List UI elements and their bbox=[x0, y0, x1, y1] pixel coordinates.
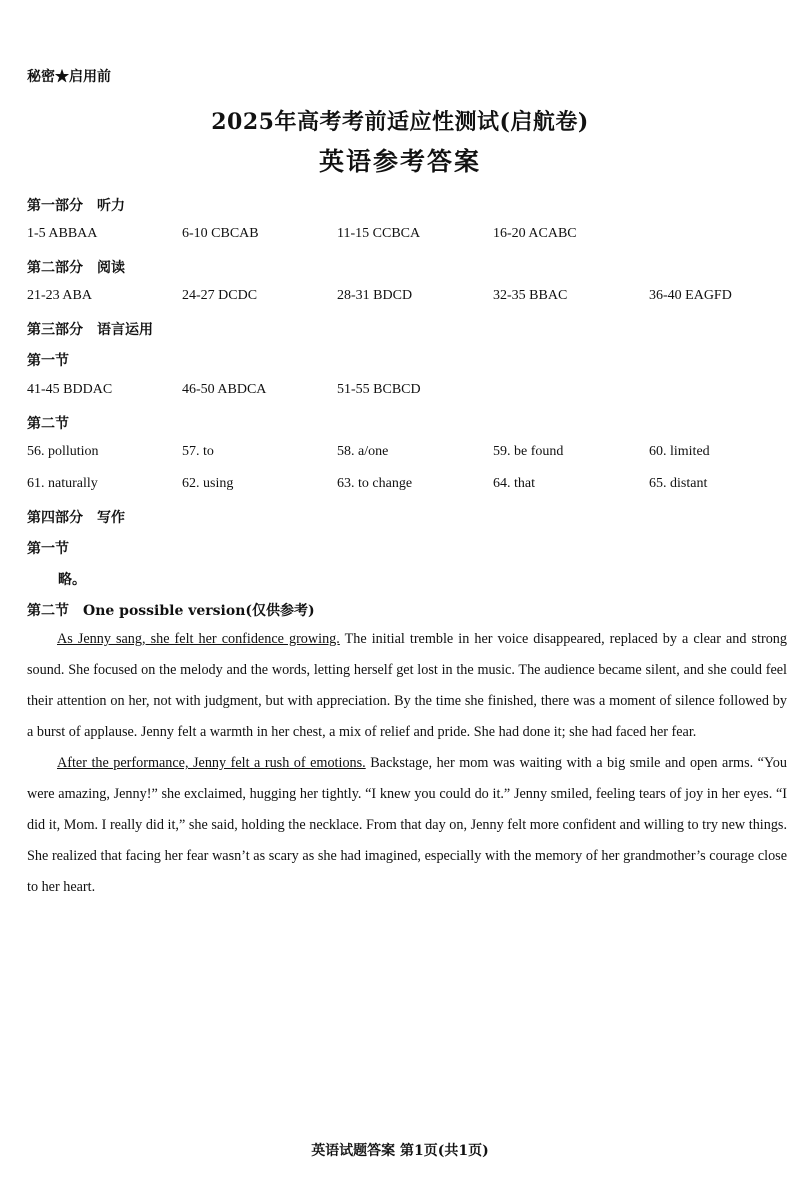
page-footer: 英语试题答案 第1页(共1页) bbox=[311, 1143, 489, 1159]
part4-topic: 写作 bbox=[97, 510, 125, 526]
paragraph-lead-sentence: After the performance, Jenny felt a rush of emotions. bbox=[57, 755, 366, 771]
part4-section2-label: 第二节 bbox=[27, 603, 69, 619]
paragraph-lead-sentence: As Jenny sang, she felt her confidence growing. bbox=[57, 631, 340, 647]
fill-answer: 56. pollution bbox=[27, 444, 99, 459]
fill-answer: 65. distant bbox=[649, 476, 708, 491]
essay-paragraph-2 bbox=[27, 748, 787, 903]
paragraph-body: The initial tremble in her voice disappeared, replaced by a clear and strong sound. She focused on the melody and the words, letting herself get lost in the music. The audience became silent, and she could feel their attention on her, not with judgment, but with appreciation. By the time she finished, there was a moment of silence followed by a burst of applause. Jenny felt a warmth in her chest, a mix of relief and pride. She had done it; she had faced her fear. bbox=[27, 631, 787, 740]
answer-group: 36-40 EAGFD bbox=[649, 288, 732, 303]
fill-answer: 59. be found bbox=[493, 444, 564, 459]
fill-answer: 61. naturally bbox=[27, 476, 98, 491]
answer-group: 11-15 CCBCA bbox=[337, 226, 421, 241]
answer-group: 21-23 ABA bbox=[27, 288, 92, 303]
exam-title: 2025年高考考前适应性测试(启航卷) bbox=[211, 109, 589, 135]
part2-heading bbox=[27, 257, 125, 277]
fill-answer: 57. to bbox=[182, 444, 214, 459]
part4-heading bbox=[27, 507, 125, 527]
part4-section1-content: 略。 bbox=[58, 572, 86, 588]
fill-answer: 62. using bbox=[182, 476, 234, 491]
sample-essay bbox=[27, 624, 787, 903]
confidentiality-label: 秘密★启用前 bbox=[27, 69, 111, 85]
answer-group: 32-35 BBAC bbox=[493, 288, 568, 303]
sample-version-label: One possible version(仅供参考) bbox=[83, 603, 315, 619]
fill-answer: 64. that bbox=[493, 476, 535, 491]
part4-name: 第四部分 bbox=[27, 510, 83, 526]
part2-topic: 阅读 bbox=[97, 260, 125, 276]
part3-section1-heading: 第一节 bbox=[27, 353, 69, 369]
answer-group: 6-10 CBCAB bbox=[182, 226, 259, 241]
fill-answer: 58. a/one bbox=[337, 444, 389, 459]
answer-group: 46-50 ABDCA bbox=[182, 382, 267, 397]
answer-group: 16-20 ACABC bbox=[493, 226, 577, 241]
part1-name: 第一部分 bbox=[27, 198, 83, 214]
paragraph-body: Backstage, her mom was waiting with a big smile and open arms. “You were amazing, Jenny!” she exclaimed, hugging her tightly. “I knew you could do it.” Jenny smiled, feeling tears of joy in her eyes. “I did it, Mom. I really did it,” she said, holding the necklace. From that day on, Jenny felt more confident and willing to try new things. She realized that facing her fear wasn’t as scary as she had imagined, especially with the memory of her grandmother’s courage close to her heart. bbox=[27, 755, 787, 895]
part1-topic: 听力 bbox=[97, 198, 125, 214]
part3-section2-heading: 第二节 bbox=[27, 416, 69, 432]
answer-group: 51-55 BCBCD bbox=[337, 382, 421, 397]
part4-section2-heading bbox=[27, 600, 315, 620]
answer-key-title: 英语参考答案 bbox=[318, 147, 481, 176]
part3-heading bbox=[27, 319, 153, 339]
answer-group: 41-45 BDDAC bbox=[27, 382, 113, 397]
part1-heading bbox=[27, 195, 125, 215]
answer-group: 24-27 DCDC bbox=[182, 288, 258, 303]
part4-section1-heading: 第一节 bbox=[27, 541, 69, 557]
essay-paragraph-1 bbox=[27, 624, 787, 748]
answer-group: 1-5 ABBAA bbox=[27, 226, 98, 241]
part3-name: 第三部分 bbox=[27, 322, 83, 338]
answer-group: 28-31 BDCD bbox=[337, 288, 413, 303]
part3-topic: 语言运用 bbox=[97, 322, 153, 338]
part2-name: 第二部分 bbox=[27, 260, 83, 276]
fill-answer: 63. to change bbox=[337, 476, 413, 491]
fill-answer: 60. limited bbox=[649, 444, 710, 459]
